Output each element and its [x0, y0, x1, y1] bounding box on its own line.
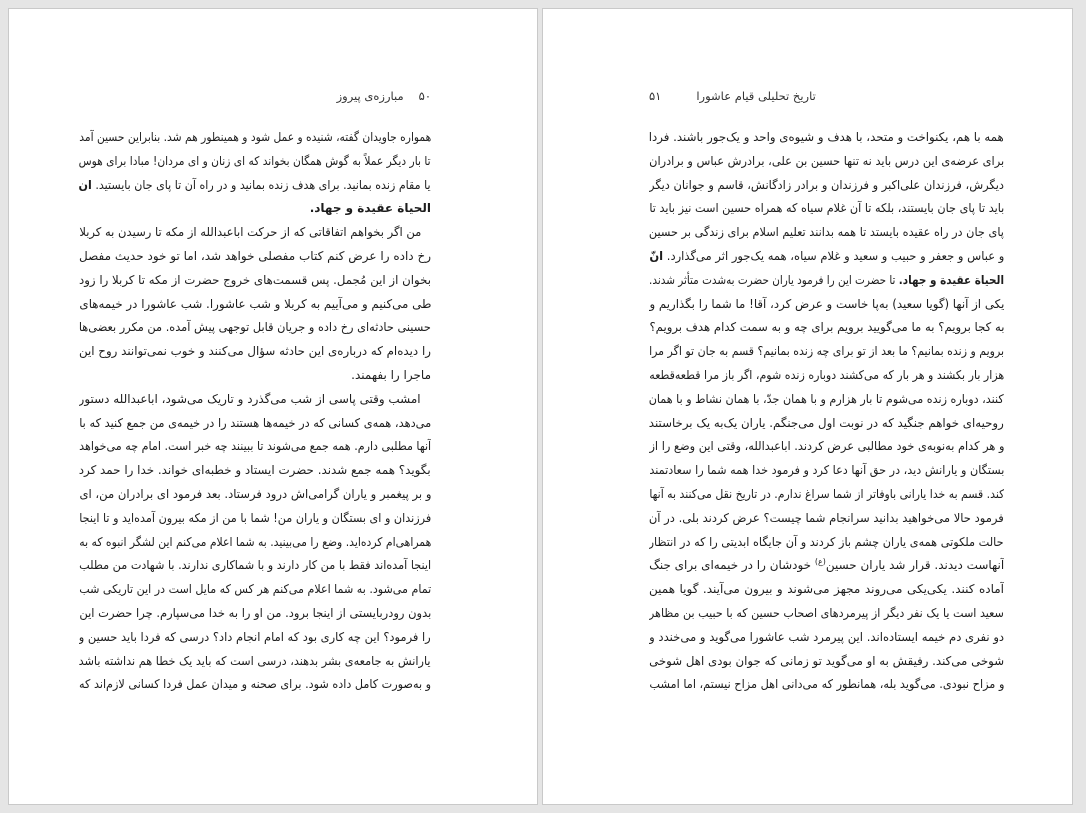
text-line — [79, 483, 431, 507]
line-text: حسینی حادثه‌ای رخ داده و جریان قابل توجهی پیش آمده. من مکرر بعضی‌ها — [79, 320, 431, 335]
line-text: باید تا پای جان بایستند، بلکه تا آن غلام سیاه که همراه حسین است نیز باید تا — [649, 201, 1004, 216]
line-content — [310, 197, 431, 221]
line-bold-text: انّ — [649, 248, 663, 263]
line-content — [649, 245, 1004, 269]
line-text: و به‌صورت کامل داده شود. برای صحنه و میدان عمل فردا کسانی لازم‌اند که — [79, 677, 431, 692]
line-text: برویم و زنده بمانیم؟ ما بعد از تو برای چه زنده بمانیم؟ قسم به جان تو اگر مرا — [649, 344, 1004, 359]
text-line — [649, 673, 1004, 697]
text-line — [649, 626, 1004, 650]
line-text: فرمود حالا می‌خواهید بدانید سرانجام شما چیست؟ عرض کردند بلی. در آن — [649, 510, 1004, 525]
text-line — [649, 483, 1004, 507]
text-line — [649, 221, 1004, 245]
line-text: آنها مطلبی دارم. همه جمع می‌شوند تا ببینند چه خبر است. امام چه می‌خواهد — [79, 439, 431, 454]
line-text: شوخی می‌کند. رفیقش به او می‌گوید تو زمانی که جوان بودی اهل شوخی — [649, 653, 1004, 668]
text-line — [79, 293, 431, 317]
line-text: همواره جاویدان گفته، شنیده و عمل شود و همینطور هم شد. بنابراین حسین آمد — [79, 130, 431, 144]
line-content — [79, 174, 431, 198]
text-line — [649, 412, 1004, 436]
line-text: تا حضرت این را فرمود یاران حضرت به‌شدت متأثر شدند. — [649, 272, 896, 287]
text-line — [79, 388, 431, 412]
line-text: بدون رودربایستی از اینجا برود. من او را به خدا می‌سپارم. چرا حضرت این — [79, 605, 431, 620]
text-line — [79, 245, 431, 269]
text-line — [649, 293, 1004, 317]
line-text: یارانش به جامعه‌ی بشر بدهند، درسی است که باید یک خطا هم نداشته باشد — [79, 653, 431, 668]
text-line — [649, 197, 1004, 221]
text-line — [79, 150, 431, 174]
line-text: بستگان و یارانش دید، در حق آنها دعا کرد و فرمود خدا همه شما را سعادتمند — [649, 463, 1004, 478]
line-text: دو نفری دم خیمه ایستاده‌اند. این پیرمرد شب عاشورا می‌گوید و می‌خندد و — [649, 629, 1004, 644]
line-text: و بر پیغمبر و یاران گرامی‌اش درود فرستاد. بعد فرمود ای برادران من، ای — [79, 486, 431, 501]
text-line — [649, 531, 1004, 555]
line-text: پای جان در راه عقیده بایستد تا همه بدانند تعلیم اسلام برای زندگی بر حسین — [649, 225, 1004, 240]
text-line — [79, 340, 431, 364]
text-line — [79, 174, 431, 198]
text-line — [649, 602, 1004, 626]
line-text: فرزندان و ای بستگان و یاران من! شما با من از مکه بیرون آمده‌اید و تا اینجا — [79, 510, 431, 525]
line-text: ماجرا را بفهمند. — [351, 367, 431, 382]
line-text: امشب وقتی پاسی از شب می‌گذرد و تاریک می‌شود، اباعبدالله دستور — [79, 391, 421, 406]
text-line — [649, 507, 1004, 531]
line-text: کنند، دوباره زنده می‌شوم تا بار هزارم و با همان جدّ، با همان نشاط و با همان — [649, 391, 1004, 406]
page-number: ۵۱ — [649, 89, 662, 103]
line-text: همراهی‌ام کرده‌اید. وضع را می‌بینید. به شما اعلام می‌کنم این لشگر انبوه که به — [79, 534, 431, 549]
text-line — [79, 435, 431, 459]
text-line — [79, 554, 431, 578]
text-line — [79, 650, 431, 674]
line-text: سعید است یا یک نفر دیگر از پیرمردهای اصحاب حسین که با حبیب بن مظاهر — [649, 605, 1004, 620]
line-bold-text: الحیاة عقیدة و جهاد. — [898, 272, 1004, 287]
line-text: بخوان از این مُجمل. پس قسمت‌های خروج حضرت از مکه تا کربلا را زود — [79, 272, 431, 287]
line-bold-text: ان — [79, 177, 93, 192]
line-text: دیگرش، فرزندان علی‌اکبر و فرزندان و برادر زادگانش، قاسم و جوانان دیگر — [649, 177, 1004, 192]
line-text: را دیده‌ام که درباره‌ی این حادثه سؤال می‌کنند و خوب نمی‌توانند روح این — [79, 344, 431, 359]
text-line — [79, 126, 431, 150]
text-line — [79, 197, 431, 221]
line-text: من اگر بخواهم اتفاقاتی که از حرکت اباعبدالله از مکه تا رسیدن به کربلا — [79, 225, 421, 240]
text-line — [649, 269, 1004, 293]
text-line — [649, 126, 1004, 150]
text-line — [79, 507, 431, 531]
line-text: همه با هم، یکنواخت و متحد، با هدف و شیوه‌ی واحد و یک‌جور باشند. فردا — [649, 130, 1004, 144]
page-body-text — [79, 126, 431, 697]
text-line — [79, 269, 431, 293]
line-text: یا مقام زنده بمانید. برای هدف زنده بمانید و در راه آن تا پای جان بایستید. — [95, 177, 431, 192]
line-text: را فرمود؟ این چه کاری بود که امام انجام داد؟ درسی که فردا باید حسین و — [79, 629, 431, 644]
line-text: خودشان را در خیمه‌ای برای جنگ — [649, 558, 811, 573]
text-line — [649, 150, 1004, 174]
line-text: به کجا برویم؟ به ما می‌گویید برویم برای چه و به سمت کدام هدف برویم؟ — [649, 320, 1004, 335]
running-header — [649, 88, 1004, 104]
text-line — [79, 221, 431, 245]
text-line — [79, 578, 431, 602]
text-line — [649, 650, 1004, 674]
line-text: آماده کنند. یکی‌یکی می‌روند مجهز می‌شوند و بیرون می‌آیند. گویا همین — [649, 582, 1004, 597]
text-line — [649, 340, 1004, 364]
line-text: آنهاست دیدند. قرار شد یاران حسین — [825, 558, 1004, 573]
line-text: کند. قسم به خدا یارانی باوفاتر از شما سراغ ندارم. در تاریخ نقل می‌کنند به آنها — [649, 486, 1004, 501]
line-text: تمام می‌شود. به شما اعلام می‌کنم هر کس که مایل است در این تاریکی شب — [79, 582, 431, 597]
running-title: تاریخ تحلیلی قیام عاشورا — [696, 89, 816, 103]
text-line — [79, 673, 431, 697]
page-body-text — [649, 126, 1004, 697]
line-text: و هر کدام به‌نوبه‌ی خود مطالبی عرض کردند. اباعبدالله، وقتی این وضع را از — [649, 439, 1004, 454]
text-line — [649, 364, 1004, 388]
text-line — [649, 316, 1004, 340]
line-text: اینجا آمده‌اند فقط با من کار دارند و با شماکاری ندارند. با شهادت من مطلب — [79, 558, 431, 573]
line-text: و عباس و جعفر و حبیب و سعید و غلام سیاه، همه یک‌جور اثر می‌گذارد. — [666, 248, 1004, 263]
line-text: هزار بار بکشند و هر بار که می‌کشند دوباره زنده شوم، اگر باز مرا قطعه‌قطعه — [649, 367, 1004, 382]
line-bold-text: الحیاة عقیدة و جهاد. — [309, 201, 431, 216]
running-title: مبارزه‌ی پیروز — [336, 89, 404, 103]
line-text: تا بار دیگر عملاً به گوش همگان بخواند که ای زنان و ای مردان! مبادا برای هوس — [79, 153, 431, 168]
page-number: ۵۰ — [418, 89, 431, 103]
honorific-superscript: (ع) — [814, 557, 826, 567]
text-line — [649, 388, 1004, 412]
running-header — [79, 88, 431, 104]
text-line — [79, 316, 431, 340]
line-text: روحیه‌ای خواهم جنگید که در نوبت اول می‌جنگم. یاران یک‌به یک برخاستند — [649, 415, 1004, 430]
text-line — [649, 435, 1004, 459]
text-line — [79, 531, 431, 555]
text-line — [649, 459, 1004, 483]
line-text: می‌دهد، همه‌ی کسانی که در خیمه‌ها هستند را در خیمه‌ی من جمع کنید که با — [79, 415, 431, 430]
line-text: رخ داده را عرض کنم کتاب مفصلی خواهد شد، اما تو خود حدیث مفصل — [79, 248, 431, 263]
line-content — [649, 554, 1004, 578]
text-line — [79, 364, 431, 388]
text-line — [649, 174, 1004, 198]
text-line — [79, 602, 431, 626]
text-line — [649, 245, 1004, 269]
line-text: بگوید؟ همه جمع شدند. حضرت ایستاد و خطبه‌ای خواند. خدا را حمد کرد — [79, 463, 431, 478]
book-page-right — [542, 8, 1073, 805]
line-text: یکی از آنها (گویا سعید) به‌پا خاست و عرض کرد، آقا! ما شما را بگذاریم و — [649, 296, 1004, 311]
line-text: و مزاح نبودی. می‌گوید بله، همانطور که می‌دانی اهل مزاح نیستم، اما امشب — [649, 677, 1004, 692]
text-line — [79, 412, 431, 436]
line-content — [649, 269, 1004, 293]
text-line — [79, 459, 431, 483]
line-text: برای عرضه‌ی این درس باید نه تنها حسین بن علی، برادرش عباس و برادران — [649, 153, 1004, 168]
text-line — [79, 626, 431, 650]
text-line — [649, 578, 1004, 602]
text-line — [649, 554, 1004, 578]
line-text: طی می‌کنیم و می‌آییم به کربلا و شب عاشورا. شب عاشورا در خیمه‌های — [79, 296, 431, 311]
book-page-left — [8, 8, 538, 805]
line-text: حالت ملکوتی همه‌ی یاران چشم باز کردند و آن جایگاه ابدیتی را که در انتظار — [649, 534, 1004, 549]
